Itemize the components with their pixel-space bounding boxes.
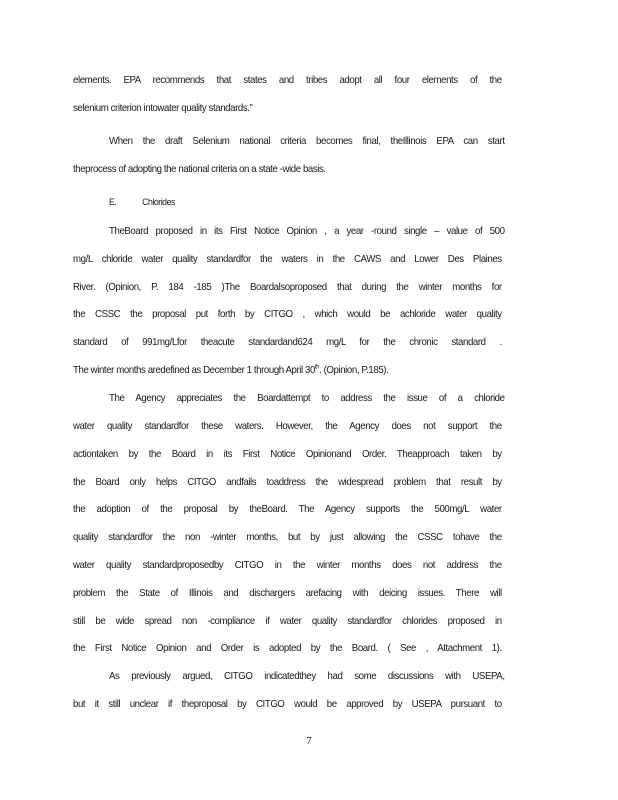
section-title: Chlorides bbox=[142, 197, 175, 208]
text-line: theprocess of adopting the national criteria on a state -wide basis. bbox=[73, 163, 326, 175]
text-line: but it still unclear if theproposal by CITGO would be approved by USEPA pursuant to bbox=[73, 698, 502, 710]
text-line: quality standardfor the non -winter months, but by just allowing the CSSC tohave the bbox=[73, 531, 502, 543]
text-line: water quality standardfor these waters. However, the Agency does not support the bbox=[73, 420, 502, 432]
text-line: mg/L chloride water quality standardfor the waters in the CAWS and Lower Des Plaines bbox=[73, 253, 502, 265]
ordinal-superscript: th bbox=[314, 363, 320, 371]
text-line: When the draft Selenium national criteria becomes final, theIllinois EPA can start bbox=[109, 135, 505, 147]
text-line: The Agency appreciates the Boardattempt to address the issue of a chloride bbox=[109, 392, 505, 404]
section-heading bbox=[109, 196, 505, 210]
text-line: standard of 991mg/Lfor theacute standardand624 mg/L for the chronic standard . bbox=[73, 336, 502, 348]
text-fragment: . (Opinion, P.185). bbox=[319, 364, 389, 376]
text-line: the Board only helps CITGO andfails toaddress the widespread problem that result by bbox=[73, 476, 502, 488]
text-line: selenium criterion intowater quality standards.” bbox=[73, 102, 253, 114]
text-line: still be wide spread non -compliance if water quality standardfor chlorides proposed in bbox=[73, 615, 502, 627]
text-line: actiontaken by the Board in its First Notice Opinionand Order. Theapproach taken by bbox=[73, 448, 502, 460]
text-line: River. (Opinion, P. 184 -185 )The Boardalsoproposed that during the winter months for bbox=[73, 281, 502, 293]
text-line: the CSSC the proposal put forth by CITGO , which would be achloride water quality bbox=[73, 308, 502, 320]
text-line: water quality standardproposedby CITGO in the winter months does not address the bbox=[73, 559, 502, 571]
text-line bbox=[73, 363, 502, 377]
text-line: the First Notice Opinion and Order is adopted by the Board. ( See , Attachment 1). bbox=[73, 642, 502, 654]
text-line: TheBoard proposed in its First Notice Opinion , a year -round single – value of 500 bbox=[109, 225, 505, 237]
page-number: 7 bbox=[306, 735, 312, 747]
text-fragment: The winter months aredefined as December 1 through April 30 bbox=[73, 364, 315, 376]
text-line: the adoption of the proposal by theBoard. The Agency supports the 500mg/L water bbox=[73, 503, 502, 515]
text-line: elements. EPA recommends that states and tribes adopt all four elements of the bbox=[73, 74, 502, 86]
text-line: As previously argued, CITGO indicatedthey had some discussions with USEPA, bbox=[109, 670, 505, 682]
text-line: problem the State of Illinois and dischargers arefacing with deicing issues. There will bbox=[73, 587, 502, 599]
section-letter: E. bbox=[109, 197, 117, 208]
